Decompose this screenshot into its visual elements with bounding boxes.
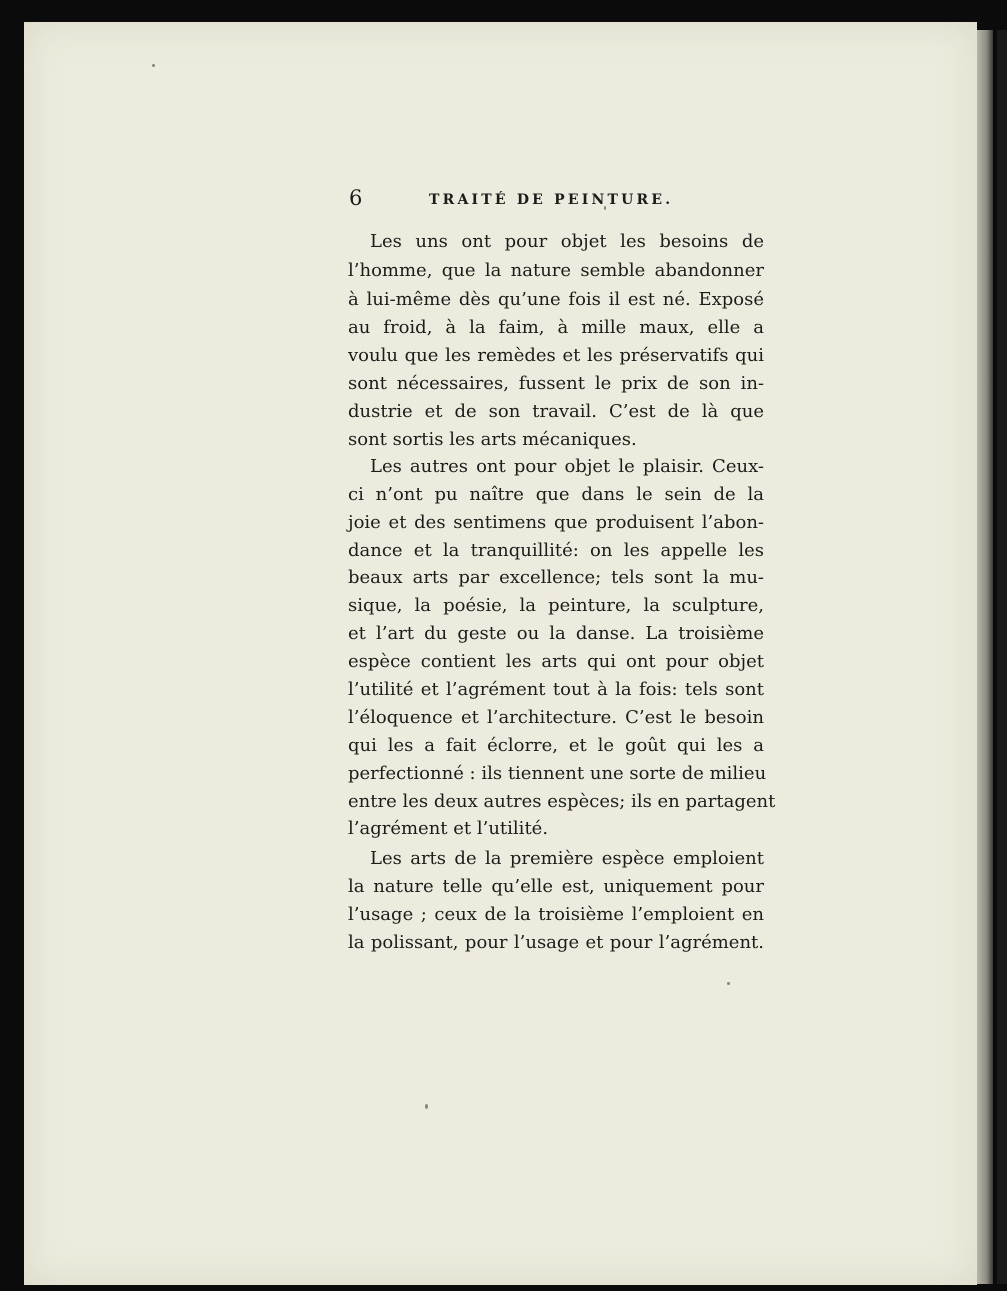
- text-line: qui les a fait éclorre, et le goût qui les a: [348, 735, 764, 756]
- text-line: la polissant, pour l’usage et pour l’agrément.: [348, 932, 764, 953]
- paper-speck: [152, 64, 155, 67]
- text-line: et l’art du geste ou la danse. La troisième: [348, 623, 764, 644]
- text-line: Les uns ont pour objet les besoins de: [370, 231, 764, 252]
- scan-edge: [997, 30, 1007, 1284]
- text-line: au froid, à la faim, à mille maux, elle a: [348, 317, 764, 338]
- text-line: l’homme, que la nature semble abandonner: [348, 260, 764, 281]
- text-line: joie et des sentimens que produisent l’abon-: [348, 512, 764, 533]
- text-line: Les arts de la première espèce emploient: [370, 848, 764, 869]
- running-title: TRAITÉ DE PEINTURE.: [429, 192, 674, 208]
- text-line: l’agrément et l’utilité.: [348, 818, 549, 839]
- page-number: 6: [349, 186, 363, 210]
- text-line: dance et la tranquillité: on les appelle les: [348, 540, 764, 561]
- text-line: voulu que les remèdes et les préservatifs qui: [348, 345, 764, 366]
- text-line: dustrie et de son travail. C’est de là que: [348, 401, 764, 422]
- text-line: l’usage ; ceux de la troisième l’emploient en: [348, 904, 764, 925]
- text-line: sont sortis les arts mécaniques.: [348, 429, 637, 450]
- text-line: ci n’ont pu naître que dans le sein de la: [348, 484, 764, 505]
- paper-speck: [425, 1104, 428, 1109]
- page-edge: [977, 30, 993, 1284]
- text-line: sont nécessaires, fussent le prix de son in-: [348, 373, 764, 394]
- paper-speck: [727, 982, 730, 985]
- text-line: l’utilité et l’agrément tout à la fois: tels sont: [348, 679, 764, 700]
- page-header: [349, 186, 769, 216]
- text-line: l’éloquence et l’architecture. C’est le besoin: [348, 707, 764, 728]
- text-line: la nature telle qu’elle est, uniquement pour: [348, 876, 764, 897]
- text-line: Les autres ont pour objet le plaisir. Ceux-: [370, 456, 764, 477]
- text-line: perfectionné : ils tiennent une sorte de milieu: [348, 763, 767, 784]
- text-line: entre les deux autres espèces; ils en partagent: [348, 791, 776, 812]
- text-line: sique, la poésie, la peinture, la sculpture,: [348, 595, 764, 616]
- text-line: espèce contient les arts qui ont pour objet: [348, 651, 764, 672]
- text-line: beaux arts par excellence; tels sont la mu-: [348, 567, 764, 588]
- text-line: à lui-même dès qu’une fois il est né. Exposé: [348, 289, 764, 310]
